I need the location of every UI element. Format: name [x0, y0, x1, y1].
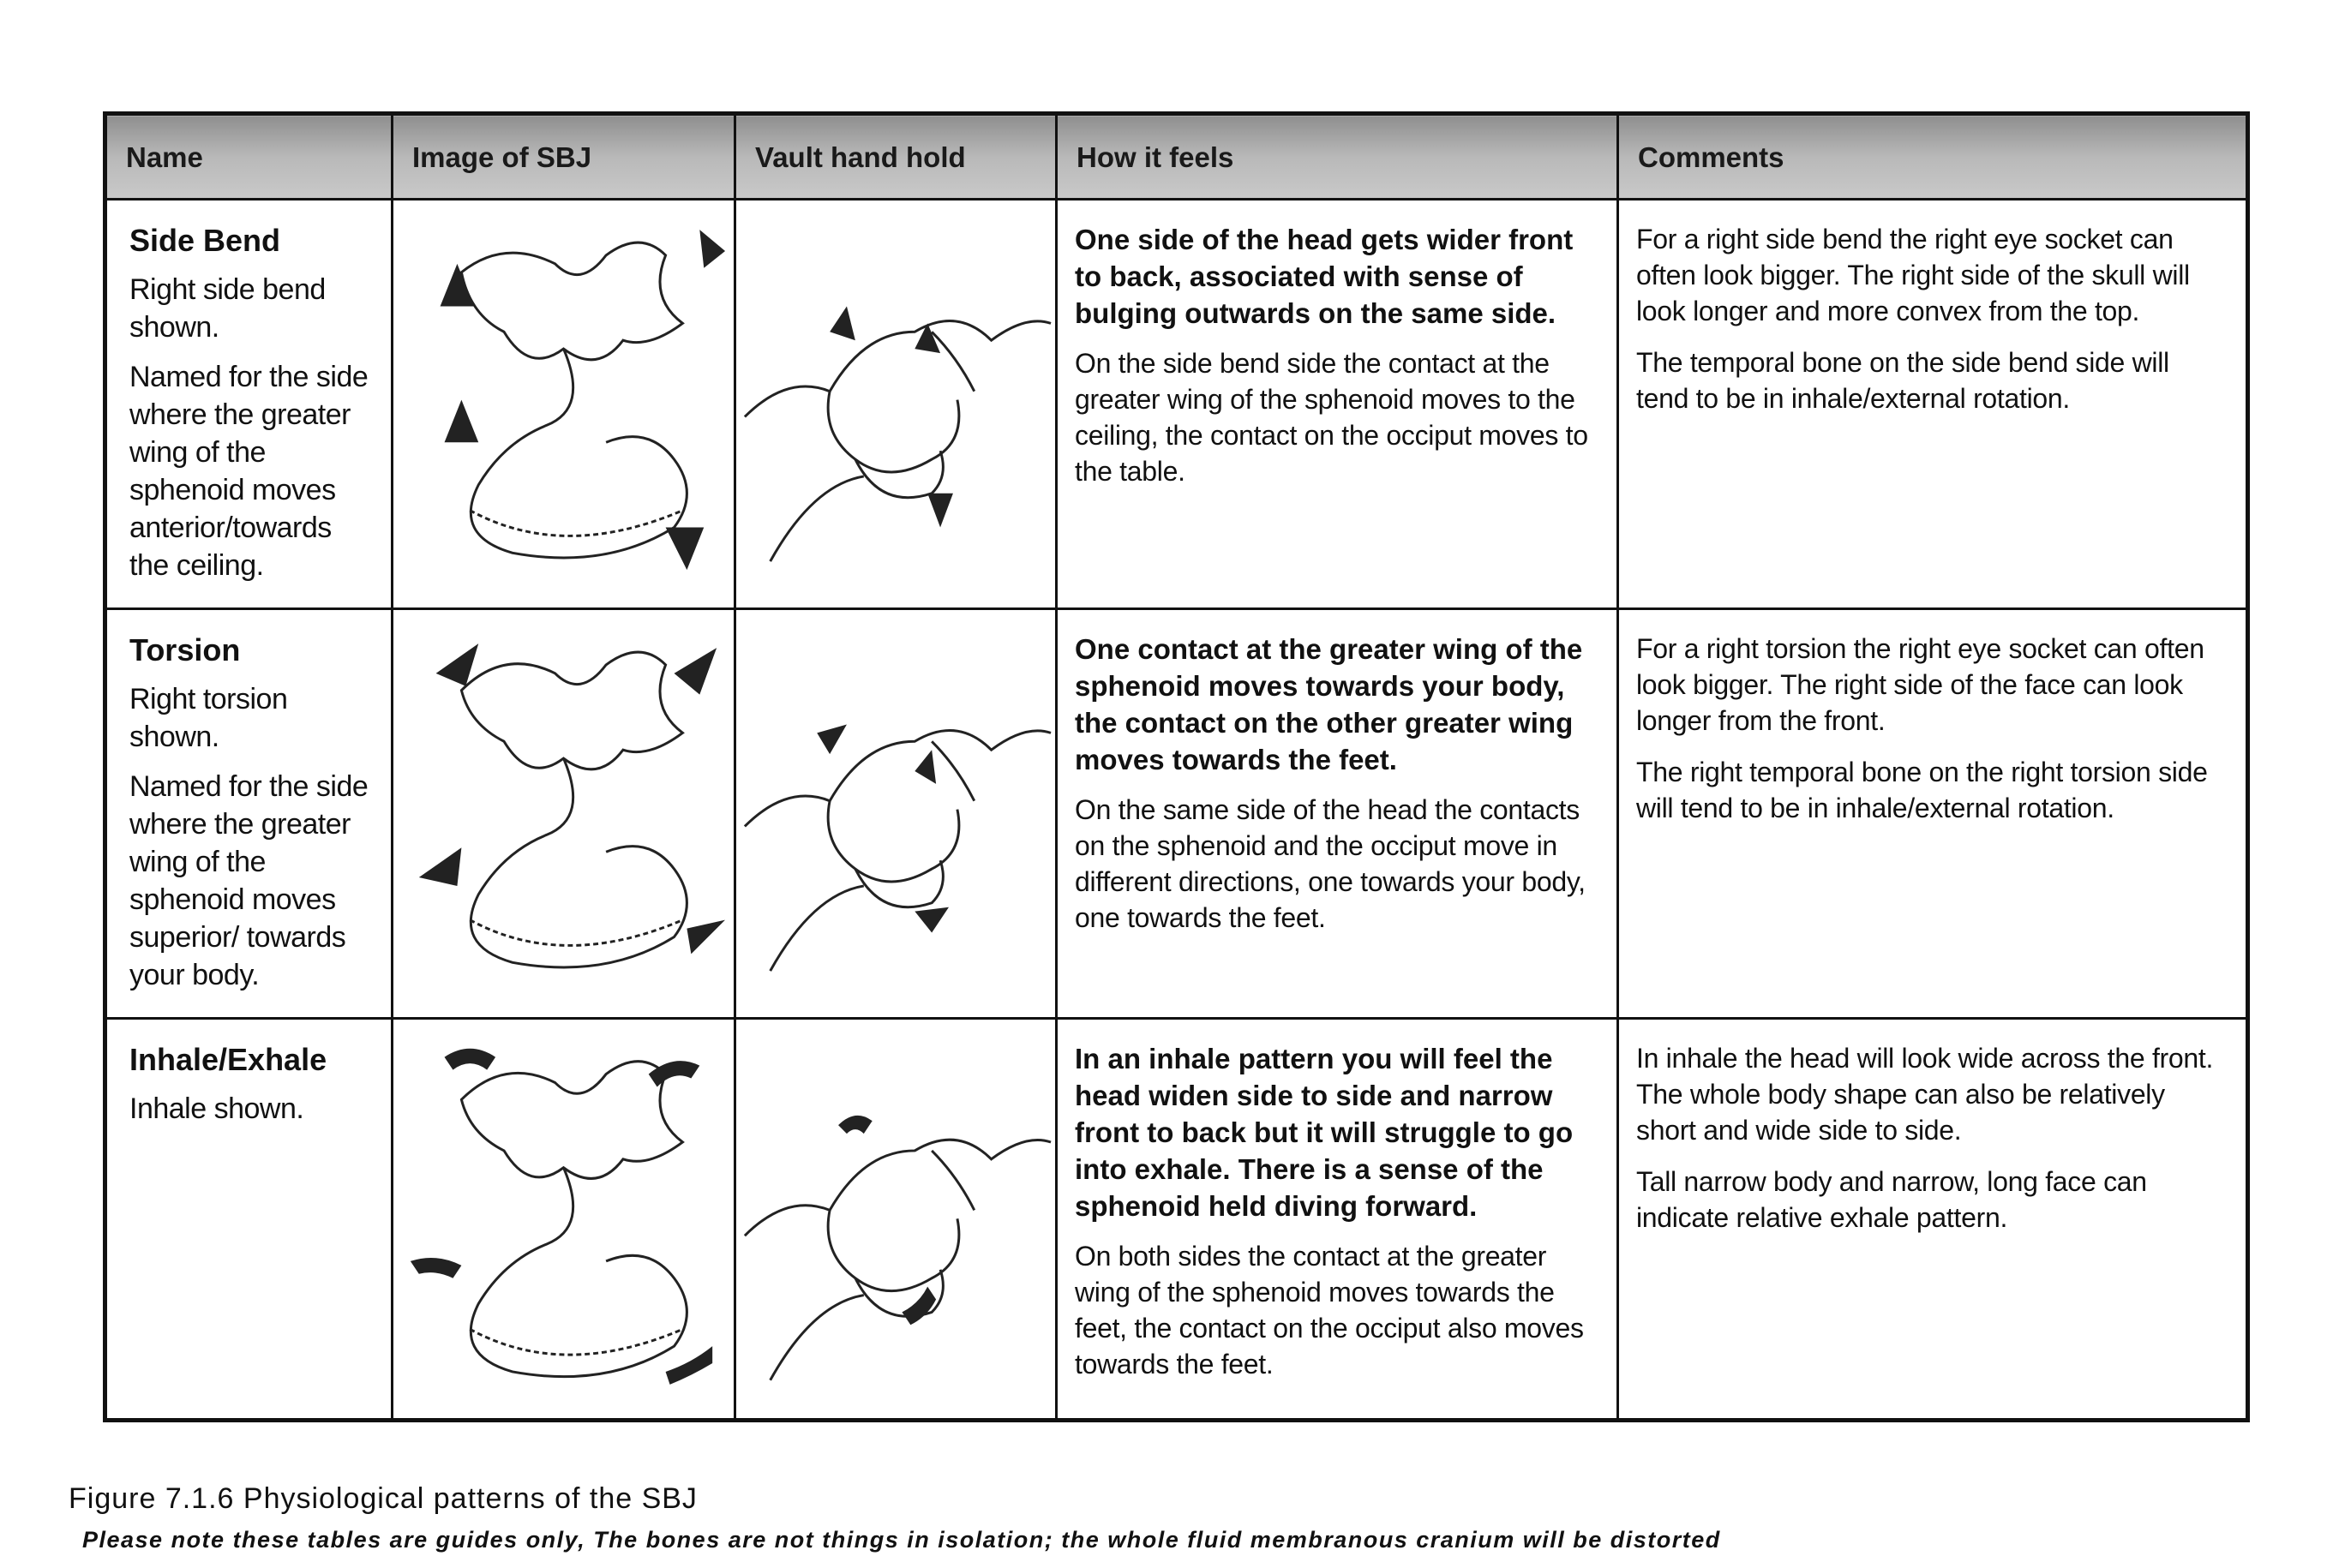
comment-text: Tall narrow body and narrow, long face can indicate relative exhale pattern.: [1636, 1166, 2147, 1234]
comment-text: For a right torsion the right eye socket can often look bigger. The right side of the face can look longer from the front.: [1636, 633, 2204, 737]
pattern-note: Inhale shown.: [129, 1092, 304, 1126]
sbj-side-bend-drawing: [393, 200, 734, 607]
how-it-feels-cell: [1057, 609, 1618, 1019]
vault-hand-hold-illustration: [735, 200, 1057, 609]
feels-detail: On both sides the contact at the greater wing of the sphenoid moves towards the feet, the contact on the occiput also moves towards the feet.: [1075, 1241, 1584, 1380]
comments-cell: [1618, 200, 2248, 609]
table-row-torsion: [105, 609, 2248, 1019]
sbj-patterns-table: [103, 111, 2250, 1422]
comments-cell: [1618, 1019, 2248, 1421]
pattern-note: Right side bend shown.: [129, 273, 326, 344]
pattern-note: Named for the side where the greater wing of the sphenoid moves anterior/towards the ceiling.: [129, 361, 369, 582]
how-it-feels-cell: [1057, 1019, 1618, 1421]
header-how-it-feels: How it feels: [1057, 114, 1618, 200]
pattern-title: Inhale/Exhale: [129, 1042, 327, 1078]
comment-text: The right temporal bone on the right torsion side will tend to be in inhale/external rotation.: [1636, 757, 2208, 824]
vault-hand-hold-illustration: [735, 1019, 1057, 1421]
comment-text: In inhale the head will look wide across the front. The whole body shape can also be relatively short and wide side to side.: [1636, 1043, 2214, 1146]
feels-detail: On the same side of the head the contacts on the sphenoid and the occiput move in different directions, one towards your body, one towards the feet.: [1075, 794, 1586, 934]
sphenoid-occiput-side-bend-illustration: [393, 200, 735, 609]
vault-hand-hold-illustration: [735, 609, 1057, 1019]
feels-detail: On the side bend side the contact at the greater wing of the sphenoid moves to the ceiling, the contact on the occiput moves to the table.: [1075, 348, 1588, 487]
hand-hold-drawing: [736, 610, 1055, 1017]
name-cell: [105, 609, 393, 1019]
hand-hold-drawing: [736, 200, 1055, 607]
header-comments: Comments: [1618, 114, 2248, 200]
table-header-row: [105, 114, 2248, 200]
comments-cell: [1618, 609, 2248, 1019]
sphenoid-occiput-torsion-illustration: [393, 609, 735, 1019]
name-cell: [105, 200, 393, 609]
pattern-note: Right torsion shown.: [129, 683, 288, 754]
pattern-title: Torsion: [129, 632, 241, 668]
how-it-feels-cell: [1057, 200, 1618, 609]
comment-text: The temporal bone on the side bend side will tend to be in inhale/external rotation.: [1636, 347, 2169, 414]
hand-hold-drawing: [736, 1020, 1055, 1418]
table-row-side-bend: [105, 200, 2248, 609]
name-cell: [105, 1019, 393, 1421]
header-vault-hand-hold: Vault hand hold: [735, 114, 1057, 200]
figure-note: Please note these tables are guides only, The bones are not things in isolation; the whole fluid membranous cranium will be distorted: [82, 1527, 1721, 1553]
header-image-of-sbj: Image of SBJ: [393, 114, 735, 200]
pattern-title: Side Bend: [129, 223, 281, 258]
comment-text: For a right side bend the right eye socket can often look bigger. The right side of the skull will look longer and more convex from the top.: [1636, 224, 2190, 326]
sbj-torsion-drawing: [393, 610, 734, 1017]
pattern-note: Named for the side where the greater wing of the sphenoid moves superior/ towards your body.: [129, 770, 369, 992]
feels-summary: One contact at the greater wing of the sphenoid moves towards your body, the contact on the other greater wing moves towards the feet.: [1075, 633, 1583, 776]
figure-caption: Figure 7.1.6 Physiological patterns of the SBJ: [69, 1482, 698, 1515]
feels-summary: In an inhale pattern you will feel the head widen side to side and narrow front to back but it will struggle to go into exhale. There is a sense of the sphenoid held diving forward.: [1075, 1043, 1574, 1223]
sbj-inhale-drawing: [393, 1020, 734, 1418]
header-name: Name: [105, 114, 393, 200]
feels-summary: One side of the head gets wider front to back, associated with sense of bulging outwards on the same side.: [1075, 224, 1574, 329]
sphenoid-occiput-inhale-illustration: [393, 1019, 735, 1421]
table-row-inhale-exhale: [105, 1019, 2248, 1421]
